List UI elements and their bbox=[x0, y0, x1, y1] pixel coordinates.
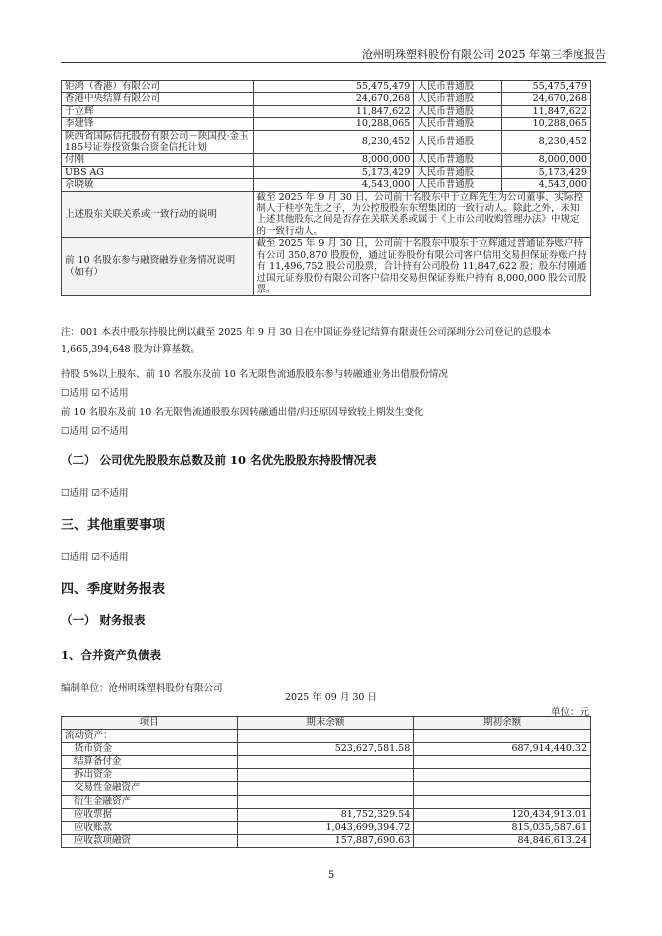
shareholder-shares: 24,670,268 bbox=[253, 93, 414, 105]
bs-header-end: 期末余额 bbox=[237, 717, 414, 730]
shareholder-row bbox=[62, 105, 591, 117]
bs-item: 货币资金 bbox=[62, 743, 238, 756]
pref-title: （二） 公司优先股股东总数及前 10 名优先股股东持股情况表 bbox=[61, 453, 377, 467]
bs-item: 应收款项融资 bbox=[62, 834, 238, 847]
margin-row bbox=[62, 238, 591, 296]
share-count: 8,000,000 bbox=[502, 154, 591, 166]
header-divider bbox=[61, 62, 606, 63]
bs-row bbox=[62, 782, 591, 795]
bs-header-item: 项目 bbox=[62, 717, 238, 730]
share-type: 人民币普通股 bbox=[414, 166, 502, 178]
share-count: 8,230,452 bbox=[502, 130, 591, 154]
bs-begin: 84,846,613.24 bbox=[414, 834, 591, 847]
lending-options: ☐适用 ☑不适用 bbox=[61, 388, 129, 399]
bs-begin bbox=[414, 769, 591, 782]
bs-row bbox=[62, 834, 591, 847]
lending-title: 持股 5%以上股东、前 10 名股东及前 10 名无限售流通股股东参与转融通业务出借股份情况 bbox=[61, 369, 448, 380]
fin-title: 四、季度财务报表 bbox=[61, 582, 166, 597]
shareholder-name: 李建锋 bbox=[62, 118, 254, 130]
other-title: 三、其他重要事项 bbox=[61, 518, 166, 533]
shareholder-shares: 8,000,000 bbox=[253, 154, 414, 166]
bs-item: 拆出资金 bbox=[62, 769, 238, 782]
bs-end: 81,752,329.54 bbox=[237, 808, 414, 821]
margin-text: 截至 2025 年 9 月 30 日，公司前十名股东中股东于立辉通过普通证券账户持有公司 350,870 股股份，通过证券股份有限公司客户信用交易担保证券账户持有 11,496,752 股公司股票，合计持有公司股份 11,847,622 股；股东付刚通过国元证券股份有限公司客户信用交易担保证券账户持有 8,000,000 股公司股票。 bbox=[253, 238, 590, 296]
page-header: 沧州明珠塑料股份有限公司 2025 年第三季度报告 bbox=[362, 48, 606, 61]
margin-label: 前 10 名股东参与融资融券业务情况说明（如有） bbox=[62, 238, 254, 296]
shareholder-name: 于立辉 bbox=[62, 105, 254, 117]
relation-label: 上述股东关联关系或一致行动的说明 bbox=[62, 191, 254, 238]
share-type: 人民币普通股 bbox=[414, 81, 502, 93]
shareholder-row bbox=[62, 81, 591, 93]
bs-item: 结算备付金 bbox=[62, 756, 238, 769]
shareholders-table bbox=[61, 80, 591, 296]
shareholder-shares: 10,288,065 bbox=[253, 118, 414, 130]
share-count: 10,288,065 bbox=[502, 118, 591, 130]
bs-org: 编制单位：沧州明珠塑料股份有限公司 bbox=[61, 683, 223, 694]
share-type: 人民币普通股 bbox=[414, 179, 502, 191]
shareholder-name: 钜鸿（香港）有限公司 bbox=[62, 81, 254, 93]
share-type: 人民币普通股 bbox=[414, 105, 502, 117]
bs-item: 应收账款 bbox=[62, 821, 238, 834]
shareholder-row bbox=[62, 118, 591, 130]
relation-text: 截至 2025 年 9 月 30 日，公司前十名股东中于立辉先生为公司董事、实际控制人于桂亭先生之子，为公控股股东东塑集团的一致行动人。除此之外，未知上述其他股东之间是否存在关联关系或属于《上市公司收购管理办法》中规定的一致行动人。 bbox=[253, 191, 590, 238]
bs-row bbox=[62, 821, 591, 834]
share-type: 人民币普通股 bbox=[414, 93, 502, 105]
shareholder-row bbox=[62, 93, 591, 105]
balance-sheet-table bbox=[61, 716, 591, 848]
note-text: 注：001 本表中股东持股比例以截至 2025 年 9 月 30 日在中国证券登记结算有限责任公司深圳分公司登记的总股本 1,665,394,648 股为计算基数。 bbox=[61, 327, 552, 355]
shareholder-shares: 5,173,429 bbox=[253, 166, 414, 178]
bs-row bbox=[62, 743, 591, 756]
shareholder-row bbox=[62, 166, 591, 178]
shareholder-shares: 11,847,622 bbox=[253, 105, 414, 117]
shareholder-shares: 8,230,452 bbox=[253, 130, 414, 154]
share-type: 人民币普通股 bbox=[414, 118, 502, 130]
share-count: 5,173,429 bbox=[502, 166, 591, 178]
shareholder-row bbox=[62, 179, 591, 191]
bs-row bbox=[62, 769, 591, 782]
pref-options: ☐适用 ☑不适用 bbox=[61, 488, 129, 499]
bs-row bbox=[62, 808, 591, 821]
bs-end: 157,887,690.63 bbox=[237, 834, 414, 847]
bs-begin: 687,914,440.32 bbox=[414, 743, 591, 756]
bs-begin: 120,434,913.01 bbox=[414, 808, 591, 821]
bs-begin bbox=[414, 795, 591, 808]
shareholder-shares: 4,543,000 bbox=[253, 179, 414, 191]
share-count: 4,543,000 bbox=[502, 179, 591, 191]
bs-unit: 单位：元 bbox=[550, 707, 589, 718]
shareholder-name: 香港中央结算有限公司 bbox=[62, 93, 254, 105]
bs-end bbox=[237, 756, 414, 769]
change-options: ☐适用 ☑不适用 bbox=[61, 426, 129, 437]
bs-row bbox=[62, 756, 591, 769]
bs-begin bbox=[414, 782, 591, 795]
shareholder-shares: 55,475,479 bbox=[253, 81, 414, 93]
bs-row bbox=[62, 730, 591, 743]
bs-end bbox=[237, 730, 414, 743]
bs-end: 523,627,581.58 bbox=[237, 743, 414, 756]
share-type: 人民币普通股 bbox=[414, 130, 502, 154]
bs-end bbox=[237, 782, 414, 795]
share-type: 人民币普通股 bbox=[414, 154, 502, 166]
shareholder-row bbox=[62, 154, 591, 166]
relation-row bbox=[62, 191, 591, 238]
bs-end bbox=[237, 769, 414, 782]
bs-title: 1、合并资产负债表 bbox=[61, 648, 162, 662]
fin-sub: （一） 财务报表 bbox=[61, 613, 146, 627]
bs-end bbox=[237, 795, 414, 808]
shareholder-row bbox=[62, 130, 591, 154]
share-count: 24,670,268 bbox=[502, 93, 591, 105]
bs-header-begin: 期初余额 bbox=[414, 717, 591, 730]
page-number: 5 bbox=[327, 870, 335, 881]
bs-date: 2025 年 09 月 30 日 bbox=[285, 692, 377, 703]
shareholder-name: UBS AG bbox=[62, 166, 254, 178]
other-options: ☐适用 ☑不适用 bbox=[61, 552, 129, 563]
bs-begin: 815,035,587.61 bbox=[414, 821, 591, 834]
bs-item: 交易性金融资产 bbox=[62, 782, 238, 795]
bs-begin bbox=[414, 730, 591, 743]
share-count: 11,847,622 bbox=[502, 105, 591, 117]
shareholder-name: 陕西省国际信托股份有限公司－陕国投·金玉185号证券投资集合资金信托计划 bbox=[62, 130, 254, 154]
bs-header-row bbox=[62, 717, 591, 730]
bs-begin bbox=[414, 756, 591, 769]
shareholder-name: 佘晓敏 bbox=[62, 179, 254, 191]
shareholder-name: 付刚 bbox=[62, 154, 254, 166]
bs-item: 应收票据 bbox=[62, 808, 238, 821]
share-count: 55,475,479 bbox=[502, 81, 591, 93]
change-title: 前 10 名股东及前 10 名无限售流通股股东因转融通出借/归还原因导致较上期发生变化 bbox=[61, 407, 424, 418]
bs-end: 1,043,699,394.72 bbox=[237, 821, 414, 834]
bs-item: 流动资产： bbox=[62, 730, 238, 743]
bs-item: 衍生金融资产 bbox=[62, 795, 238, 808]
bs-row bbox=[62, 795, 591, 808]
